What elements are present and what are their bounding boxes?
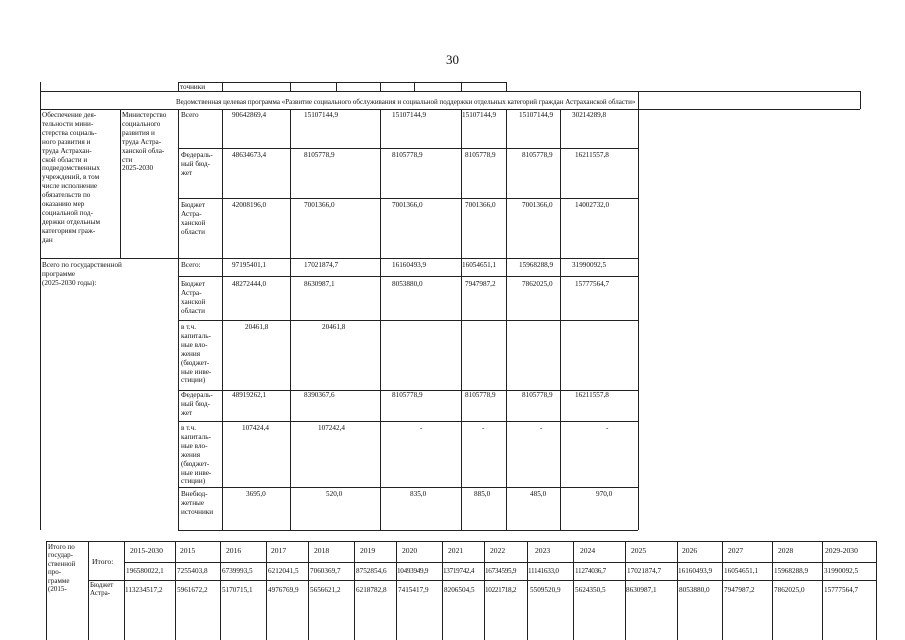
col-header: 2021 bbox=[448, 546, 464, 555]
s1-r1-2026: 8105778,9 bbox=[392, 151, 423, 159]
s2-r0-2027: 16054651,1 bbox=[462, 261, 497, 269]
s2-r4-2027: - bbox=[482, 424, 485, 432]
grid-line bbox=[573, 541, 574, 640]
grid-line bbox=[822, 541, 823, 640]
row1-cell: 6739993,5 bbox=[222, 567, 253, 575]
grid-line bbox=[290, 82, 291, 91]
grid-line bbox=[46, 541, 876, 542]
grid-line bbox=[178, 487, 638, 488]
grid-line bbox=[560, 109, 561, 530]
row2-cell: 15777564,7 bbox=[824, 586, 859, 594]
grid-line bbox=[40, 82, 41, 530]
grid-line bbox=[380, 82, 381, 91]
grid-line bbox=[461, 82, 462, 91]
s2-row-label: Федераль- ный бюд- жет bbox=[181, 391, 213, 417]
row1-cell: 16054651,1 bbox=[724, 567, 759, 575]
s2-row-label: Внебюд- жетные источники bbox=[181, 490, 214, 516]
grid-line bbox=[461, 109, 462, 530]
s2-row-label: в т.ч. капиталь- ные вло- жения (бюджет- ные инве- стиции) bbox=[181, 323, 212, 385]
s2-r5-2026: 835,0 bbox=[410, 490, 427, 498]
grid-line bbox=[677, 541, 678, 640]
s2-r3-2028: 8105778,9 bbox=[522, 391, 553, 399]
col-header: 2022 bbox=[490, 546, 506, 555]
s1-r2-2026: 7001366,0 bbox=[392, 201, 423, 209]
s1-r2-2028: 7001366,0 bbox=[522, 201, 553, 209]
col-header: 2020 bbox=[402, 546, 418, 555]
s1-r1-2027: 8105778,9 bbox=[465, 151, 496, 159]
row2-cell: 113234517,2 bbox=[125, 586, 163, 594]
grid-line bbox=[380, 109, 381, 530]
page-number: 30 bbox=[446, 52, 459, 67]
grid-line bbox=[222, 82, 223, 91]
s1-r1-2025: 8105778,9 bbox=[304, 151, 335, 159]
row1-cell: 10493949,9 bbox=[397, 567, 429, 575]
row2-cell: 5509520,9 bbox=[530, 586, 561, 594]
s1-r2-2029: 14002732,0 bbox=[575, 201, 610, 209]
s2-r4-2028: - bbox=[540, 424, 543, 432]
top-row-label: точники bbox=[180, 83, 206, 91]
row2-cell: 5961672,2 bbox=[177, 586, 208, 594]
row2-cell: 5656621,2 bbox=[310, 586, 341, 594]
grid-line bbox=[722, 541, 723, 640]
s1-r1-total: 48634673,4 bbox=[232, 151, 267, 159]
s2-r5-2025: 520,0 bbox=[326, 490, 343, 498]
row2-cell: 7862025,0 bbox=[774, 586, 805, 594]
row2-cell: 10221718,2 bbox=[485, 586, 517, 594]
grid-line bbox=[336, 82, 337, 91]
col-header: 2018 bbox=[314, 546, 330, 555]
s1-row-label: Бюджет Астра- ханской области bbox=[181, 201, 206, 236]
col-header: 2025 bbox=[631, 546, 647, 555]
s2-r4-2029: - bbox=[606, 424, 609, 432]
row2-cell: 8053880,0 bbox=[679, 586, 710, 594]
row1-cell: 11274036,7 bbox=[575, 567, 606, 575]
grid-line bbox=[396, 541, 397, 640]
grid-line bbox=[638, 91, 860, 92]
col-header: 2017 bbox=[271, 546, 287, 555]
row2-cell: 6218782,8 bbox=[356, 586, 387, 594]
grid-line bbox=[120, 109, 121, 258]
row2-cell: 7415417,9 bbox=[398, 586, 429, 594]
s2-row-label: Бюджет Астра- ханской области bbox=[181, 280, 206, 315]
grid-line bbox=[178, 421, 638, 422]
s2-r0-2029: 31990092,5 bbox=[572, 261, 607, 269]
s2-r1-2025: 8630987,1 bbox=[304, 280, 335, 288]
s2-r3-2029: 16211557,8 bbox=[575, 391, 609, 399]
s1-row-label: Федераль- ный бюд- жет bbox=[181, 151, 213, 177]
s1-r0-2025: 15107144,9 bbox=[304, 111, 339, 119]
grid-line bbox=[290, 109, 291, 530]
row1-cell: 6212041,5 bbox=[268, 567, 299, 575]
grid-line bbox=[876, 541, 877, 640]
s1-r1-2028: 8105778,9 bbox=[522, 151, 553, 159]
s2-r1-2027: 7947987,2 bbox=[465, 280, 496, 288]
s2-r0-2028: 15968288,9 bbox=[519, 261, 554, 269]
row2-cell: 8206504,5 bbox=[444, 586, 475, 594]
col-header: 2023 bbox=[535, 546, 551, 555]
section1-executor: Министерство социального развития и труда Астра- ханской обла- сти 2025-2030 bbox=[122, 111, 167, 173]
row1-cell: 31990092,5 bbox=[824, 567, 859, 575]
s1-r2-2027: 7001366,0 bbox=[465, 201, 496, 209]
row1-cell: 15968288,9 bbox=[774, 567, 809, 575]
row1-cell: 17021874,7 bbox=[627, 567, 662, 575]
s2-r0-2026: 16160493,9 bbox=[392, 261, 427, 269]
s2-r5-2028: 485,0 bbox=[530, 490, 547, 498]
grid-line bbox=[527, 541, 528, 640]
col-header: 2028 bbox=[778, 546, 794, 555]
s2-r2-2025: 20461,8 bbox=[322, 323, 346, 331]
row1-cell: 11141633,0 bbox=[528, 567, 559, 575]
col-header: 2026 bbox=[682, 546, 698, 555]
row2-cell: 4976769,9 bbox=[268, 586, 299, 594]
s2-r2-total: 20461,8 bbox=[245, 323, 269, 331]
col-header: 2015 bbox=[180, 546, 196, 555]
grid-line bbox=[88, 580, 876, 581]
grid-line bbox=[266, 541, 267, 640]
row1-label: Итого: bbox=[92, 557, 114, 566]
row2-label: Бюджет Астра- bbox=[90, 581, 114, 598]
grid-line bbox=[354, 541, 355, 640]
bottom-title: Итого по государ- ственной про- грамме (2015- bbox=[48, 543, 76, 594]
s2-r5-total: 3695,0 bbox=[246, 490, 266, 498]
col-header: 2029-2030 bbox=[825, 546, 858, 555]
row1-cell: 196580022,1 bbox=[126, 567, 164, 575]
s2-r0-2025: 17021874,7 bbox=[304, 261, 339, 269]
s2-r4-2025: 107242,4 bbox=[318, 424, 345, 432]
grid-line bbox=[40, 258, 638, 259]
s2-r1-2028: 7862025,0 bbox=[522, 280, 553, 288]
s2-r4-2026: - bbox=[420, 424, 423, 432]
row2-cell: 5624350,5 bbox=[575, 586, 606, 594]
grid-line bbox=[178, 82, 179, 91]
grid-line bbox=[178, 198, 638, 199]
s1-r0-2027: 15107144,9 bbox=[462, 111, 497, 119]
row1-cell: 16734595,9 bbox=[485, 567, 517, 575]
col-header: 2015-2030 bbox=[130, 546, 163, 555]
grid-line bbox=[638, 109, 860, 110]
grid-line bbox=[40, 109, 638, 110]
grid-line bbox=[414, 82, 415, 91]
grid-line bbox=[178, 148, 638, 149]
row2-cell: 5170715,1 bbox=[222, 586, 253, 594]
s1-r1-2029: 16211557,8 bbox=[575, 151, 609, 159]
grid-line bbox=[46, 541, 47, 640]
section2-description: Всего по государственной программе (2025-2030 годы): bbox=[42, 261, 122, 287]
grid-line bbox=[860, 91, 861, 109]
grid-line bbox=[442, 541, 443, 640]
grid-line bbox=[40, 91, 638, 92]
s2-row-label: Всего: bbox=[181, 261, 201, 269]
s2-r1-2026: 8053880,0 bbox=[392, 280, 423, 288]
s1-r0-total: 90642869,4 bbox=[232, 111, 267, 119]
s2-r5-2027: 885,0 bbox=[474, 490, 491, 498]
s2-r3-2025: 8390367,6 bbox=[304, 391, 335, 399]
grid-line bbox=[88, 541, 89, 640]
s2-r4-total: 107424,4 bbox=[242, 424, 269, 432]
grid-line bbox=[175, 541, 176, 640]
s2-r1-2029: 15777564,7 bbox=[575, 280, 610, 288]
grid-line bbox=[178, 109, 179, 530]
s1-r2-total: 42008196,0 bbox=[232, 201, 267, 209]
s1-r2-2025: 7001366,0 bbox=[304, 201, 335, 209]
grid-line bbox=[220, 541, 221, 640]
col-header: 2027 bbox=[728, 546, 744, 555]
s2-r0-total: 97195401,1 bbox=[232, 261, 267, 269]
s2-row-label: в т.ч. капиталь- ные вло- жения (бюджет- ные инве- стиции) bbox=[181, 424, 212, 486]
col-header: 2024 bbox=[580, 546, 596, 555]
s1-r0-2029: 30214289,8 bbox=[572, 111, 607, 119]
grid-line bbox=[178, 530, 638, 531]
section1-description: Обеспечение дея- тельности мини- стерства социаль- ного развития и труда Астрахан- ской области и подведомственных учреждений, в том числе исполнение обязательств по оказанию мер социальной под- держки отдельным категориям граж- дан bbox=[42, 111, 101, 244]
col-header: 2016 bbox=[226, 546, 242, 555]
grid-line bbox=[638, 91, 639, 530]
row1-cell: 8752854,6 bbox=[356, 567, 387, 575]
s2-r3-2027: 8105778,9 bbox=[465, 391, 496, 399]
grid-line bbox=[506, 109, 507, 530]
grid-line bbox=[124, 562, 876, 563]
s2-r1-total: 48272444,0 bbox=[232, 280, 267, 288]
program-title: Ведомственная целевая программа «Развитие социального обслуживания и социальной поддержки отдельных категорий граждан Астраханской области» bbox=[176, 98, 636, 106]
row2-cell: 7947987,2 bbox=[724, 586, 755, 594]
grid-line bbox=[178, 276, 638, 277]
s1-row-label: Всего bbox=[181, 111, 199, 119]
row1-cell: 7255403,8 bbox=[177, 567, 208, 575]
row1-cell: 7060369,7 bbox=[310, 567, 341, 575]
grid-line bbox=[178, 82, 506, 83]
s2-r3-total: 48919262,1 bbox=[232, 391, 267, 399]
row1-cell: 13719742,4 bbox=[443, 567, 475, 575]
grid-line bbox=[222, 109, 223, 530]
s1-r0-2026: 15107144,9 bbox=[392, 111, 427, 119]
col-header: 2019 bbox=[360, 546, 376, 555]
s1-r0-2028: 15107144,9 bbox=[519, 111, 554, 119]
grid-line bbox=[308, 541, 309, 640]
grid-line bbox=[506, 82, 507, 91]
grid-line bbox=[178, 320, 638, 321]
s2-r5-2029: 970,0 bbox=[596, 490, 613, 498]
row2-cell: 8630987,1 bbox=[626, 586, 657, 594]
grid-line bbox=[772, 541, 773, 640]
row1-cell: 16160493,9 bbox=[678, 567, 713, 575]
s2-r3-2026: 8105778,9 bbox=[392, 391, 423, 399]
